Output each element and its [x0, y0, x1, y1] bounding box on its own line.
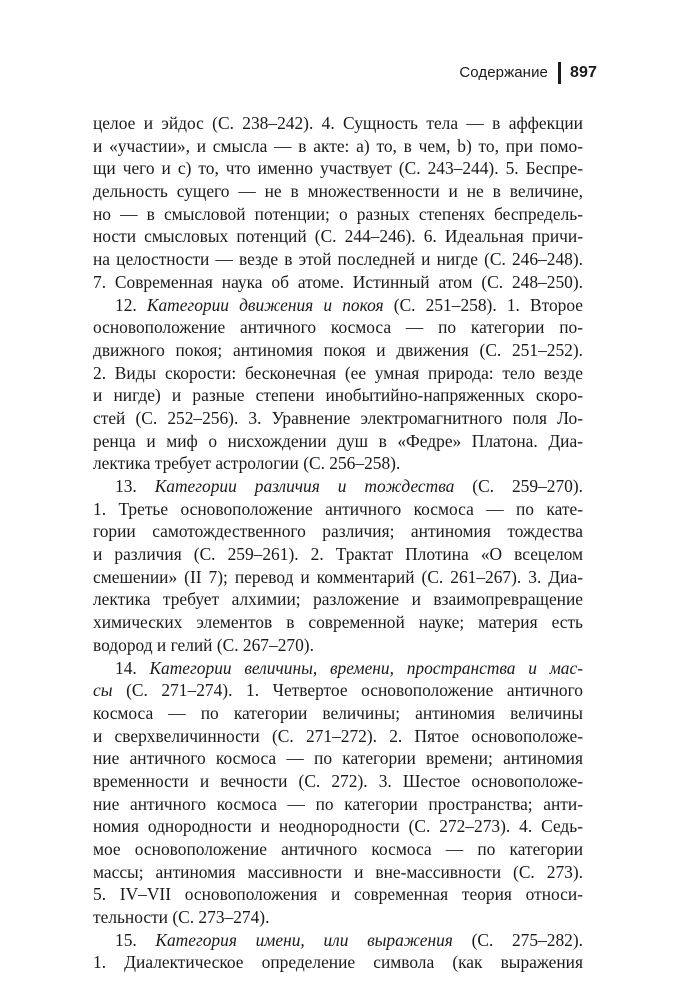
italic-heading-fragment: Категории различия и тождества — [154, 476, 455, 496]
text-fragment: 7. Современная наука об атоме. Истинный атом (С. 248–250). — [93, 271, 583, 292]
text-line — [93, 407, 583, 430]
text-line — [93, 112, 583, 135]
text-line — [93, 793, 583, 816]
text-line — [93, 815, 583, 838]
text-fragment: и «участии», и смысла — в акте: a) то, в чем, b) то, при помо- — [93, 135, 583, 156]
text-fragment: движного покоя; антиномия покоя и движения (С. 251–252). — [93, 339, 583, 360]
section-title: Содержание — [459, 64, 548, 81]
text-fragment: ренца и миф о нисхождении душ в «Федре» Платона. Диа- — [93, 430, 583, 451]
page-number: 897 — [570, 64, 597, 81]
text-fragment: смешении» (II 7); перевод и комментарий (С. 261–267). 3. Диа- — [93, 566, 583, 587]
italic-heading-fragment: Категории движения и покоя — [146, 294, 384, 315]
text-fragment: и сверхвеличинности (С. 271–272). 2. Пятое основоположе- — [93, 725, 583, 746]
text-fragment: щи чего и c) то, что именно участвует (С. 243–244). 5. Беспре- — [93, 158, 583, 179]
text-fragment: 13. — [115, 476, 155, 496]
text-fragment: временности и вечности (С. 272). 3. Шестое основоположе- — [93, 770, 583, 791]
text-line — [93, 747, 583, 770]
text-fragment: (С. 275–282). — [452, 929, 583, 950]
text-fragment: (С. 271–274). 1. Четвертое основоположение античного — [112, 680, 583, 701]
text-line — [93, 588, 583, 611]
text-line — [93, 929, 583, 952]
text-line — [93, 861, 583, 884]
text-line — [93, 157, 583, 180]
text-line — [93, 430, 583, 453]
text-fragment: 14. — [115, 657, 150, 678]
text-line — [93, 657, 583, 680]
text-fragment: 1. Диалектическое определение символа (как выражения — [93, 952, 583, 973]
text-line — [93, 225, 583, 248]
text-line — [93, 838, 583, 861]
text-line — [93, 135, 583, 158]
text-fragment: но — в смысловой потенции; о разных степенях беспредель- — [93, 203, 583, 224]
text-fragment: ности смысловых потенций (С. 244–246). 6. Идеальная причи- — [93, 226, 583, 247]
text-fragment: 12. — [115, 294, 147, 315]
text-line — [93, 271, 583, 294]
text-line — [93, 248, 583, 271]
text-fragment: (С. 259–270). — [454, 476, 583, 496]
text-fragment: на целостности — везде в этой последней и нигде (С. 246–248). — [93, 249, 583, 270]
text-line — [93, 543, 583, 566]
text-line — [93, 725, 583, 748]
italic-heading-fragment: сы — [93, 680, 113, 701]
text-line — [93, 679, 583, 702]
text-fragment: ние античного космоса — по категории пространства; анти- — [93, 793, 583, 814]
text-fragment: 5. IV–VII основоположения и современная теория относи- — [93, 884, 583, 905]
text-fragment: массы; антиномия массивности и вне-массивности (С. 273). — [93, 861, 583, 882]
italic-heading-fragment: Категории величины, времени, пространства и мас- — [149, 657, 584, 678]
running-header — [459, 62, 597, 84]
text-fragment: химических элементов в современной науке; материя есть — [93, 612, 583, 633]
text-line — [93, 339, 583, 362]
header-separator — [558, 62, 561, 84]
text-fragment: основоположение античного космоса — по категории по- — [93, 317, 583, 338]
text-line — [93, 611, 583, 634]
text-fragment: целое и эйдос (С. 238–242). 4. Сущность тела — в аффекции — [93, 113, 583, 133]
text-fragment: водород и гелий (С. 267–270). — [93, 634, 314, 655]
text-line — [93, 384, 583, 407]
text-line — [93, 498, 583, 521]
text-line — [93, 294, 583, 317]
text-line — [93, 520, 583, 543]
text-line — [93, 180, 583, 203]
text-fragment: и нигде) и разные степени инобытийно-напряженных скоро- — [93, 385, 583, 406]
body-text — [93, 112, 583, 974]
text-fragment: 2. Виды скорости: бесконечная (ее умная природа: тело везде — [93, 362, 583, 383]
text-fragment: ние античного космоса — по категории времени; антиномия — [93, 748, 583, 769]
text-fragment: и различия (С. 259–261). 2. Трактат Плотина «О всецелом — [93, 544, 583, 565]
text-line — [93, 362, 583, 385]
text-line — [93, 951, 583, 974]
text-fragment: тельности (С. 273–274). — [93, 907, 270, 928]
text-line — [93, 770, 583, 793]
text-fragment: мое основоположение античного космоса — по категории — [93, 839, 583, 859]
text-fragment: гории самотождественного различия; антиномия тождества — [93, 521, 583, 542]
text-line — [93, 316, 583, 339]
text-line — [93, 566, 583, 589]
text-fragment: дельность сущего — не в множественности и не в величине, — [93, 181, 583, 202]
text-fragment: 1. Третье основоположение античного космоса — по кате- — [93, 498, 583, 519]
text-line — [93, 702, 583, 725]
text-line — [93, 883, 583, 906]
italic-heading-fragment: Категория имени, или выражения — [155, 929, 453, 950]
text-line — [93, 634, 583, 657]
text-fragment: лектика требует алхимии; разложение и взаимопревращение — [93, 589, 583, 610]
text-line — [93, 203, 583, 226]
text-line — [93, 906, 583, 929]
text-fragment: номия однородности и неоднородности (С. 272–273). 4. Седь- — [93, 816, 583, 837]
text-fragment: лектика требует астрологии (С. 256–258). — [93, 453, 401, 474]
text-line — [93, 475, 583, 498]
text-fragment: (С. 251–258). 1. Второе — [383, 294, 583, 315]
text-fragment: 15. — [115, 929, 156, 950]
text-line — [93, 452, 583, 475]
text-fragment: космоса — по категории величины; антиномия величины — [93, 702, 583, 723]
text-fragment: стей (С. 252–256). 3. Уравнение электромагнитного поля Ло- — [93, 407, 583, 428]
